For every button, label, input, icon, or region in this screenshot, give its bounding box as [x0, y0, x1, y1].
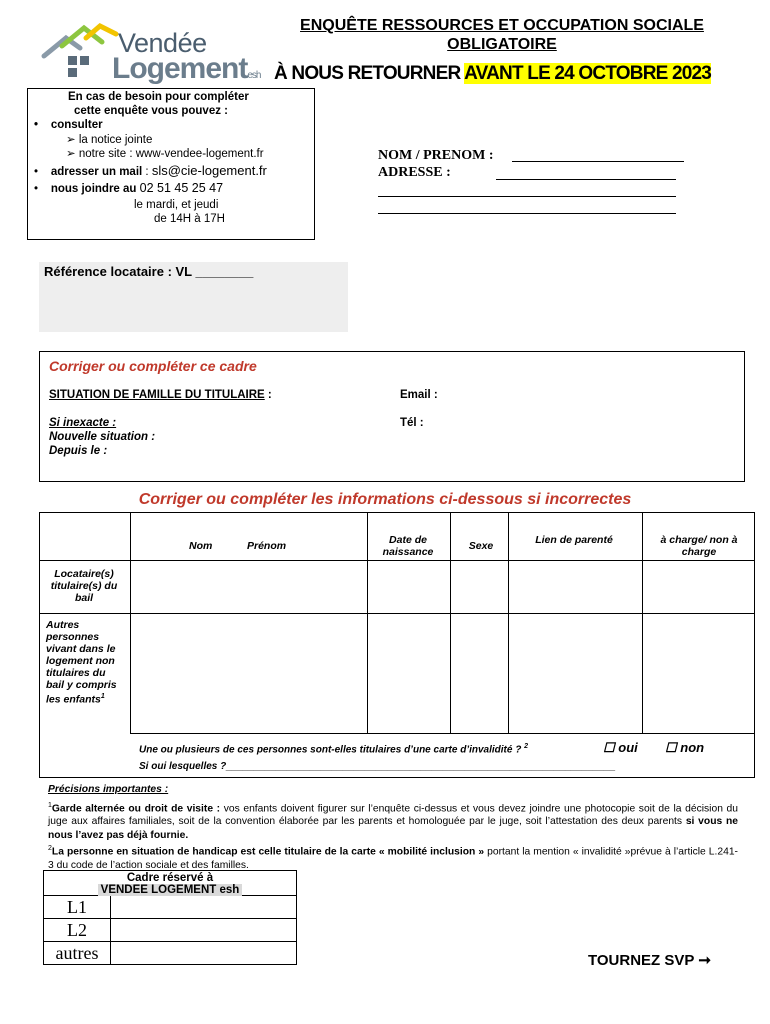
notes-title: Précisions importantes : — [48, 784, 169, 795]
reserved-header — [43, 870, 297, 896]
invalid-question-sup: 2 — [524, 743, 529, 750]
family-situation-label — [49, 389, 272, 401]
important-notes — [48, 783, 738, 873]
col-sexe: Sexe — [468, 540, 494, 552]
help-mail-value[interactable]: sls@cie-logement.fr — [151, 163, 267, 178]
non-label: non — [680, 740, 705, 755]
name-label: NOM / PRENOM : — [378, 148, 494, 163]
household-table — [39, 512, 755, 778]
note-2-bold: La personne en situation de handicap est celle titulaire de la carte « mobilité inclusion » — [51, 846, 485, 858]
title-line1: ENQUÊTE RESSOURCES ET OCCUPATION SOCIALE — [300, 17, 704, 34]
col-charge: à charge/ non à charge — [660, 534, 738, 558]
help-site — [66, 146, 264, 160]
return-prefix: À NOUS RETOURNER — [274, 63, 461, 84]
row-autres-sup: 1 — [100, 693, 105, 700]
checkbox-icon[interactable]: ☐ — [665, 740, 677, 755]
note-2-text: portant la mention « invalidité »prévue à l’article L.241-3 du code de l’action sociale et des familles. — [48, 846, 738, 872]
since-label: Depuis le : — [49, 445, 108, 457]
address-field-line-1[interactable] — [496, 179, 676, 180]
family-situation-colon: : — [264, 389, 272, 401]
address-field-line-3[interactable] — [378, 213, 676, 214]
note-1 — [48, 799, 738, 843]
deadline-highlight: AVANT LE 24 OCTOBRE 2023 — [464, 63, 712, 84]
turn-page-text: TOURNEZ SVP — [588, 952, 695, 969]
note-1-bold: Garde alternée ou droit de visite : — [51, 802, 221, 814]
help-notice-text: la notice jointe — [78, 134, 153, 146]
row-autres — [46, 619, 118, 706]
which-cards[interactable]: Si oui lesquelles ?______________________________________________________________________ — [139, 761, 616, 772]
checkbox-icon[interactable]: ☐ — [603, 740, 615, 755]
col-nom: Nom — [189, 540, 213, 552]
col-prenom: Prénom — [247, 540, 287, 552]
note-2-sup: 2 — [48, 845, 52, 853]
return-deadline — [274, 63, 711, 85]
help-intro2: cette enquête vous pouvez : — [74, 105, 229, 117]
reserved-row[interactable] — [43, 896, 297, 919]
bullet-icon: • — [34, 119, 39, 131]
reserved-box — [43, 870, 297, 966]
logo-line2 — [112, 52, 260, 86]
col-date: Date de naissance — [382, 534, 434, 558]
arrow-right-icon: ➞ — [698, 952, 711, 969]
invalid-question-text: Une ou plusieurs de ces personnes sont-elles titulaires d’une carte d’invalidité ? — [139, 744, 522, 756]
email-label: Email : — [400, 389, 438, 401]
page-title — [262, 16, 742, 54]
tel-label: Tél : — [400, 417, 424, 429]
logo-suffix: esh — [247, 70, 261, 81]
oui-label: oui — [618, 740, 638, 755]
help-notice — [66, 132, 152, 146]
vendee-logement-logo — [40, 22, 270, 84]
reserved-row-label: L1 — [44, 896, 111, 918]
note-1-text: vos enfants doivent figurer sur l’enquête ci-dessus et vous devez joindre une photocopie soit de la décision du juge aux affaires familiales, soit de la convention élaborée par les parents et homologuée par le juge, soit l’attestation des deux parents — [48, 802, 738, 828]
reserved-row-label: autres — [44, 942, 111, 964]
invalid-question — [139, 743, 528, 755]
arrow-bullet-icon: ➢ — [66, 148, 76, 160]
row-autres-text: Autres personnes vivant dans le logement non titulaires du bail y compris les enfants — [46, 619, 117, 706]
help-hours: de 14H à 17H — [154, 213, 225, 225]
help-box — [27, 88, 315, 240]
bullet-icon: • — [34, 166, 39, 178]
logo-line1: Vendée — [118, 28, 207, 58]
new-situation-label: Nouvelle situation : — [49, 431, 156, 443]
help-consult-text: consulter — [50, 119, 103, 131]
non-option[interactable] — [665, 740, 704, 756]
help-site-text: notre site : www-vendee-logement.fr — [78, 148, 264, 160]
col-lien: Lien de parenté — [535, 534, 613, 546]
logo-word: Logement — [112, 52, 248, 85]
title-line2: OBLIGATOIRE — [447, 36, 557, 53]
help-mail-label: adresser un mail — [50, 166, 143, 178]
note-1-bold2: si vous ne nous l’avez pas déjà fournie. — [48, 816, 738, 841]
help-days: le mardi, et jeudi — [134, 199, 219, 211]
reserved-header-line1: Cadre réservé à — [126, 872, 214, 884]
name-field-line[interactable] — [512, 161, 684, 162]
reserved-row[interactable] — [43, 942, 297, 965]
turn-page-note — [588, 951, 711, 969]
bullet-icon: • — [34, 183, 39, 195]
address-field-line-2[interactable] — [378, 196, 676, 197]
note-1-sup: 1 — [48, 801, 52, 809]
note-2 — [48, 842, 738, 872]
family-situation-text: SITUATION DE FAMILLE DU TITULAIRE — [49, 389, 265, 401]
table-heading: Corriger ou compléter les informations ci-dessous si incorrectes — [138, 491, 632, 508]
address-label: ADRESSE : — [378, 165, 451, 180]
reserved-header-line2: VENDEE LOGEMENT esh — [98, 884, 243, 896]
help-consult — [34, 119, 103, 131]
reference-label: Référence locataire : VL ________ — [44, 264, 254, 279]
help-mail: • adresser un mail : sls@cie-logement.fr — [34, 163, 267, 178]
help-phone — [34, 181, 223, 195]
reserved-row-label: L2 — [44, 919, 111, 941]
family-situation-frame — [39, 351, 745, 482]
reserved-row[interactable] — [43, 919, 297, 942]
arrow-bullet-icon: ➢ — [66, 134, 76, 146]
help-phone-label: nous joindre au — [50, 183, 137, 195]
help-phone-value: 02 51 45 25 47 — [139, 181, 224, 195]
if-wrong-label: Si inexacte : — [49, 417, 117, 429]
frame-heading: Corriger ou compléter ce cadre — [49, 358, 257, 374]
row-titulaires: Locataire(s) titulaire(s) du bail — [50, 568, 118, 604]
help-intro1: En cas de besoin pour compléter — [68, 91, 249, 103]
oui-option[interactable] — [603, 740, 638, 756]
